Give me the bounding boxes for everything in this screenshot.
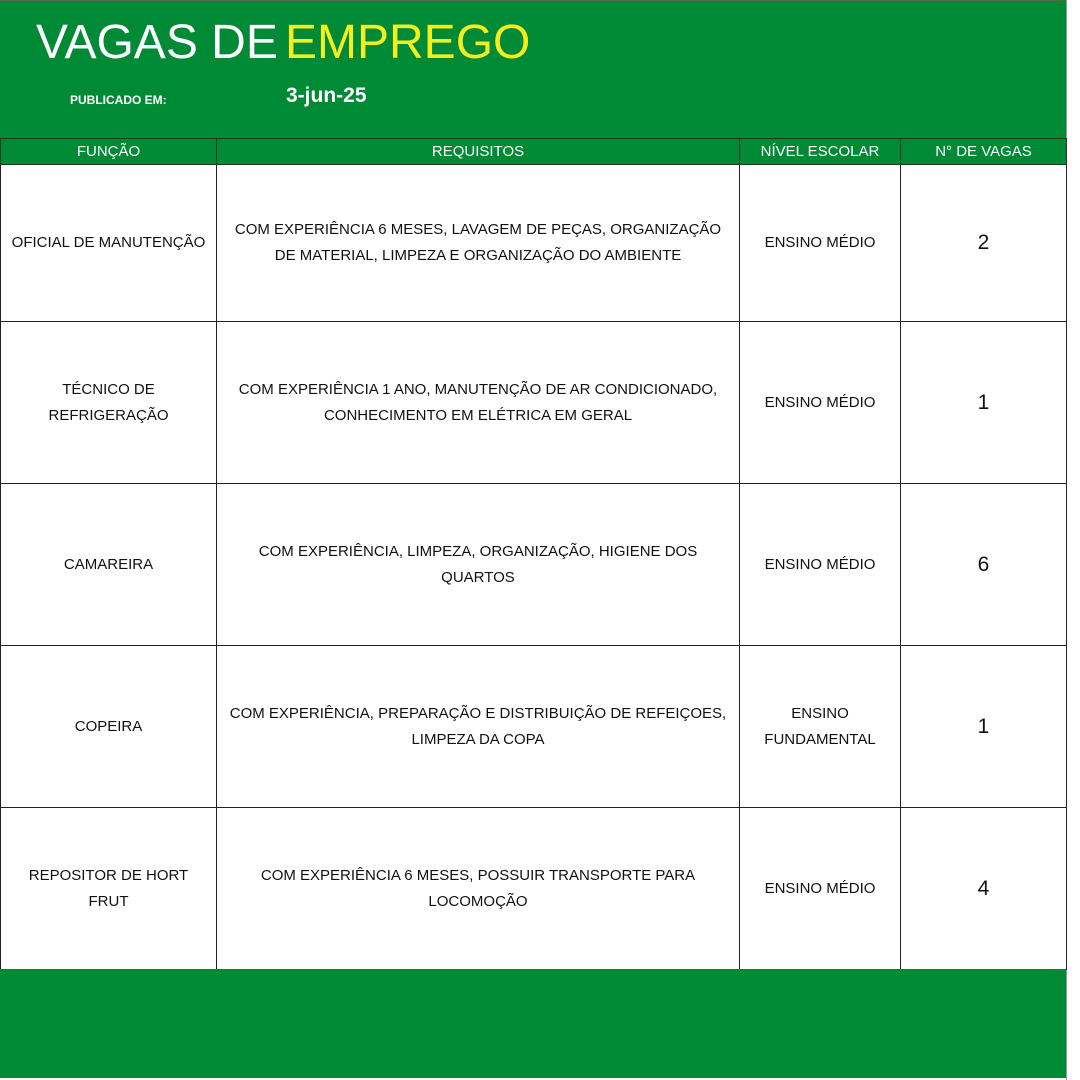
table-row bbox=[1, 322, 1067, 484]
title-emprego: EMPREGO bbox=[285, 16, 531, 69]
table-header-row bbox=[1, 139, 1067, 165]
footer-banner bbox=[0, 969, 1066, 1078]
cell-vagas: 1 bbox=[901, 322, 1067, 484]
column-header-funcao: FUNÇÃO bbox=[1, 139, 217, 165]
cell-nivel-escolar: ENSINO MÉDIO bbox=[740, 165, 901, 322]
cell-vagas: 4 bbox=[901, 808, 1067, 970]
cell-funcao: COPEIRA bbox=[1, 646, 217, 808]
published-label: PUBLICADO EM: bbox=[70, 93, 167, 107]
header-banner bbox=[0, 0, 1066, 139]
cell-funcao: TÉCNICO DE REFRIGERAÇÃO bbox=[1, 322, 217, 484]
cell-funcao: CAMAREIRA bbox=[1, 484, 217, 646]
cell-vagas: 2 bbox=[901, 165, 1067, 322]
cell-requisitos: COM EXPERIÊNCIA, LIMPEZA, ORGANIZAÇÃO, HIGIENE DOS QUARTOS bbox=[217, 484, 740, 646]
cell-nivel-escolar: ENSINO MÉDIO bbox=[740, 484, 901, 646]
cell-requisitos: COM EXPERIÊNCIA 6 MESES, POSSUIR TRANSPORTE PARA LOCOMOÇÃO bbox=[217, 808, 740, 970]
table-row bbox=[1, 165, 1067, 322]
column-header-requisitos: REQUISITOS bbox=[217, 139, 740, 165]
cell-requisitos: COM EXPERIÊNCIA 1 ANO, MANUTENÇÃO DE AR CONDICIONADO, CONHECIMENTO EM ELÉTRICA EM GERAL bbox=[217, 322, 740, 484]
cell-requisitos: COM EXPERIÊNCIA 6 MESES, LAVAGEM DE PEÇAS, ORGANIZAÇÃO DE MATERIAL, LIMPEZA E ORGANIZAÇÃO DO AMBIENTE bbox=[217, 165, 740, 322]
cell-nivel-escolar: ENSINO FUNDAMENTAL bbox=[740, 646, 901, 808]
table-row bbox=[1, 646, 1067, 808]
cell-requisitos: COM EXPERIÊNCIA, PREPARAÇÃO E DISTRIBUIÇÃO DE REFEIÇOES, LIMPEZA DA COPA bbox=[217, 646, 740, 808]
cell-nivel-escolar: ENSINO MÉDIO bbox=[740, 322, 901, 484]
published-date: 3-jun-25 bbox=[286, 84, 367, 107]
jobs-table bbox=[0, 138, 1067, 970]
table-row bbox=[1, 808, 1067, 970]
column-header-nivel-escolar: NÍVEL ESCOLAR bbox=[740, 139, 901, 165]
column-header-vagas: N° DE VAGAS bbox=[901, 139, 1067, 165]
cell-vagas: 1 bbox=[901, 646, 1067, 808]
cell-vagas: 6 bbox=[901, 484, 1067, 646]
title-vagas-de: VAGAS DE bbox=[36, 16, 278, 69]
cell-funcao: OFICIAL DE MANUTENÇÃO bbox=[1, 165, 217, 322]
table-row bbox=[1, 484, 1067, 646]
cell-nivel-escolar: ENSINO MÉDIO bbox=[740, 808, 901, 970]
cell-funcao: REPOSITOR DE HORT FRUT bbox=[1, 808, 217, 970]
